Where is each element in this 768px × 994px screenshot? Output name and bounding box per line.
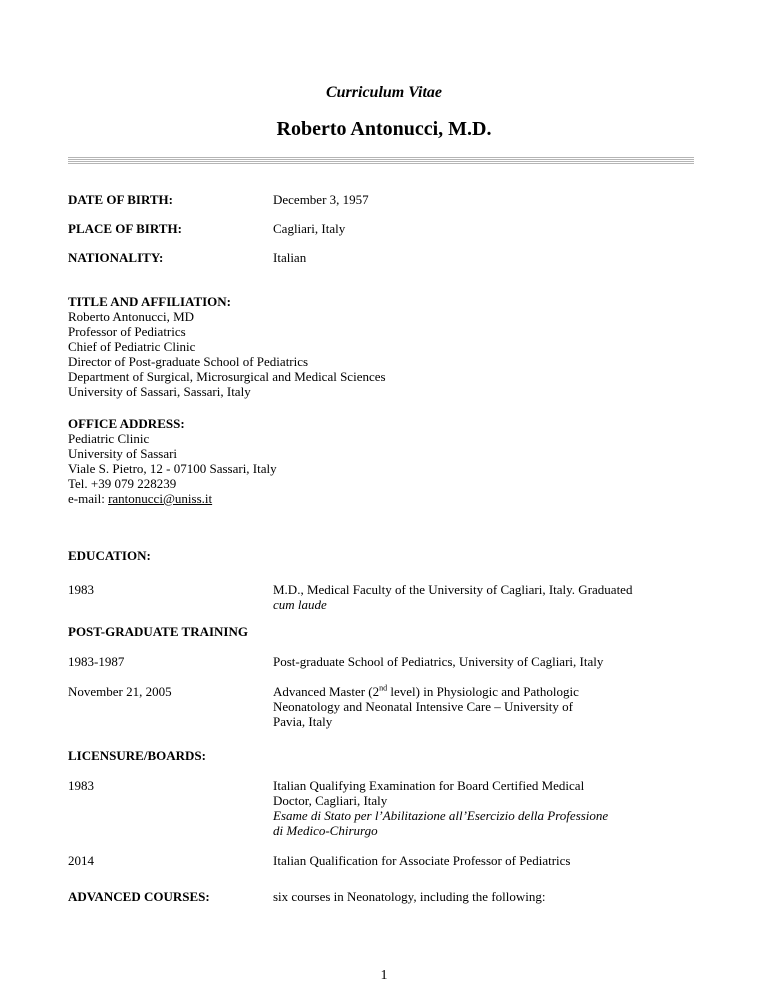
education-honors: cum laude [273, 597, 327, 612]
document-label: Curriculum Vitae [325, 84, 443, 101]
postgraduate-heading: POST-GRADUATE TRAINING [68, 624, 248, 639]
field-value: Italian [273, 250, 307, 265]
affiliation-line: Director of Post-graduate School of Pediatrics [68, 354, 309, 369]
master-line-2: Neonatology and Neonatal Intensive Care – University of [273, 699, 573, 714]
person-name: Roberto Antonucci, M.D. [276, 118, 492, 140]
postgraduate-date: November 21, 2005 [68, 684, 172, 699]
address-line: Viale S. Pietro, 12 - 07100 Sassari, Italy [68, 461, 277, 476]
master-text-start: Advanced Master (2 [273, 684, 380, 699]
affiliation-line: Chief of Pediatric Clinic [68, 339, 196, 354]
affiliation-line: University of Sassari, Sassari, Italy [68, 384, 251, 399]
ordinal-suffix: nd [379, 683, 388, 693]
licensure-heading: LICENSURE/BOARDS: [68, 748, 206, 763]
affiliation-line: Department of Surgical, Microsurgical and Medical Sciences [68, 369, 386, 384]
address-line: Tel. +39 079 228239 [68, 476, 177, 491]
section-heading: TITLE AND AFFILIATION: [68, 294, 232, 309]
field-label: PLACE OF BIRTH: [68, 221, 182, 236]
licensure-year: 2014 [68, 853, 94, 868]
field-label: DATE OF BIRTH: [68, 192, 173, 207]
licensure-text: Italian Qualification for Associate Professor of Pediatrics [273, 853, 571, 868]
field-label: ADVANCED COURSES: [68, 889, 210, 904]
education-degree: M.D., Medical Faculty of the University of Cagliari, Italy. Graduated [273, 582, 633, 597]
email-link[interactable]: rantonucci@uniss.it [108, 491, 213, 506]
header-divider [68, 157, 694, 165]
office-address-section [68, 416, 708, 506]
licensure-line: Doctor, Cagliari, Italy [273, 793, 388, 808]
master-line-3: Pavia, Italy [273, 714, 333, 729]
field-value: six courses in Neonatology, including the following: [273, 889, 546, 904]
licensure-italic-line: di Medico-Chirurgo [273, 823, 378, 838]
postgraduate-year: 1983-1987 [68, 654, 125, 669]
master-text-end: level) in Physiologic and Pathologic [387, 684, 579, 699]
email-line [68, 491, 708, 506]
postgraduate-text [273, 684, 703, 729]
education-year: 1983 [68, 582, 94, 597]
licensure-italic-line: Esame di Stato per l’Abilitazione all’Esercizio della Professione [273, 808, 609, 823]
affiliation-line: Professor of Pediatrics [68, 324, 186, 339]
field-label: NATIONALITY: [68, 250, 164, 265]
licensure-text [273, 778, 703, 838]
page-number: 1 [380, 968, 388, 983]
postgraduate-text: Post-graduate School of Pediatrics, University of Cagliari, Italy [273, 654, 604, 669]
education-text [273, 582, 703, 612]
affiliation-line: Roberto Antonucci, MD [68, 309, 195, 324]
email-label: e-mail: [68, 491, 109, 506]
field-value: Cagliari, Italy [273, 221, 346, 236]
address-line: University of Sassari [68, 446, 178, 461]
section-heading: OFFICE ADDRESS: [68, 416, 185, 431]
title-affiliation-section [68, 294, 708, 399]
licensure-year: 1983 [68, 778, 94, 793]
address-line: Pediatric Clinic [68, 431, 150, 446]
field-value: December 3, 1957 [273, 192, 369, 207]
education-heading: EDUCATION: [68, 548, 151, 563]
licensure-line: Italian Qualifying Examination for Board Certified Medical [273, 778, 585, 793]
